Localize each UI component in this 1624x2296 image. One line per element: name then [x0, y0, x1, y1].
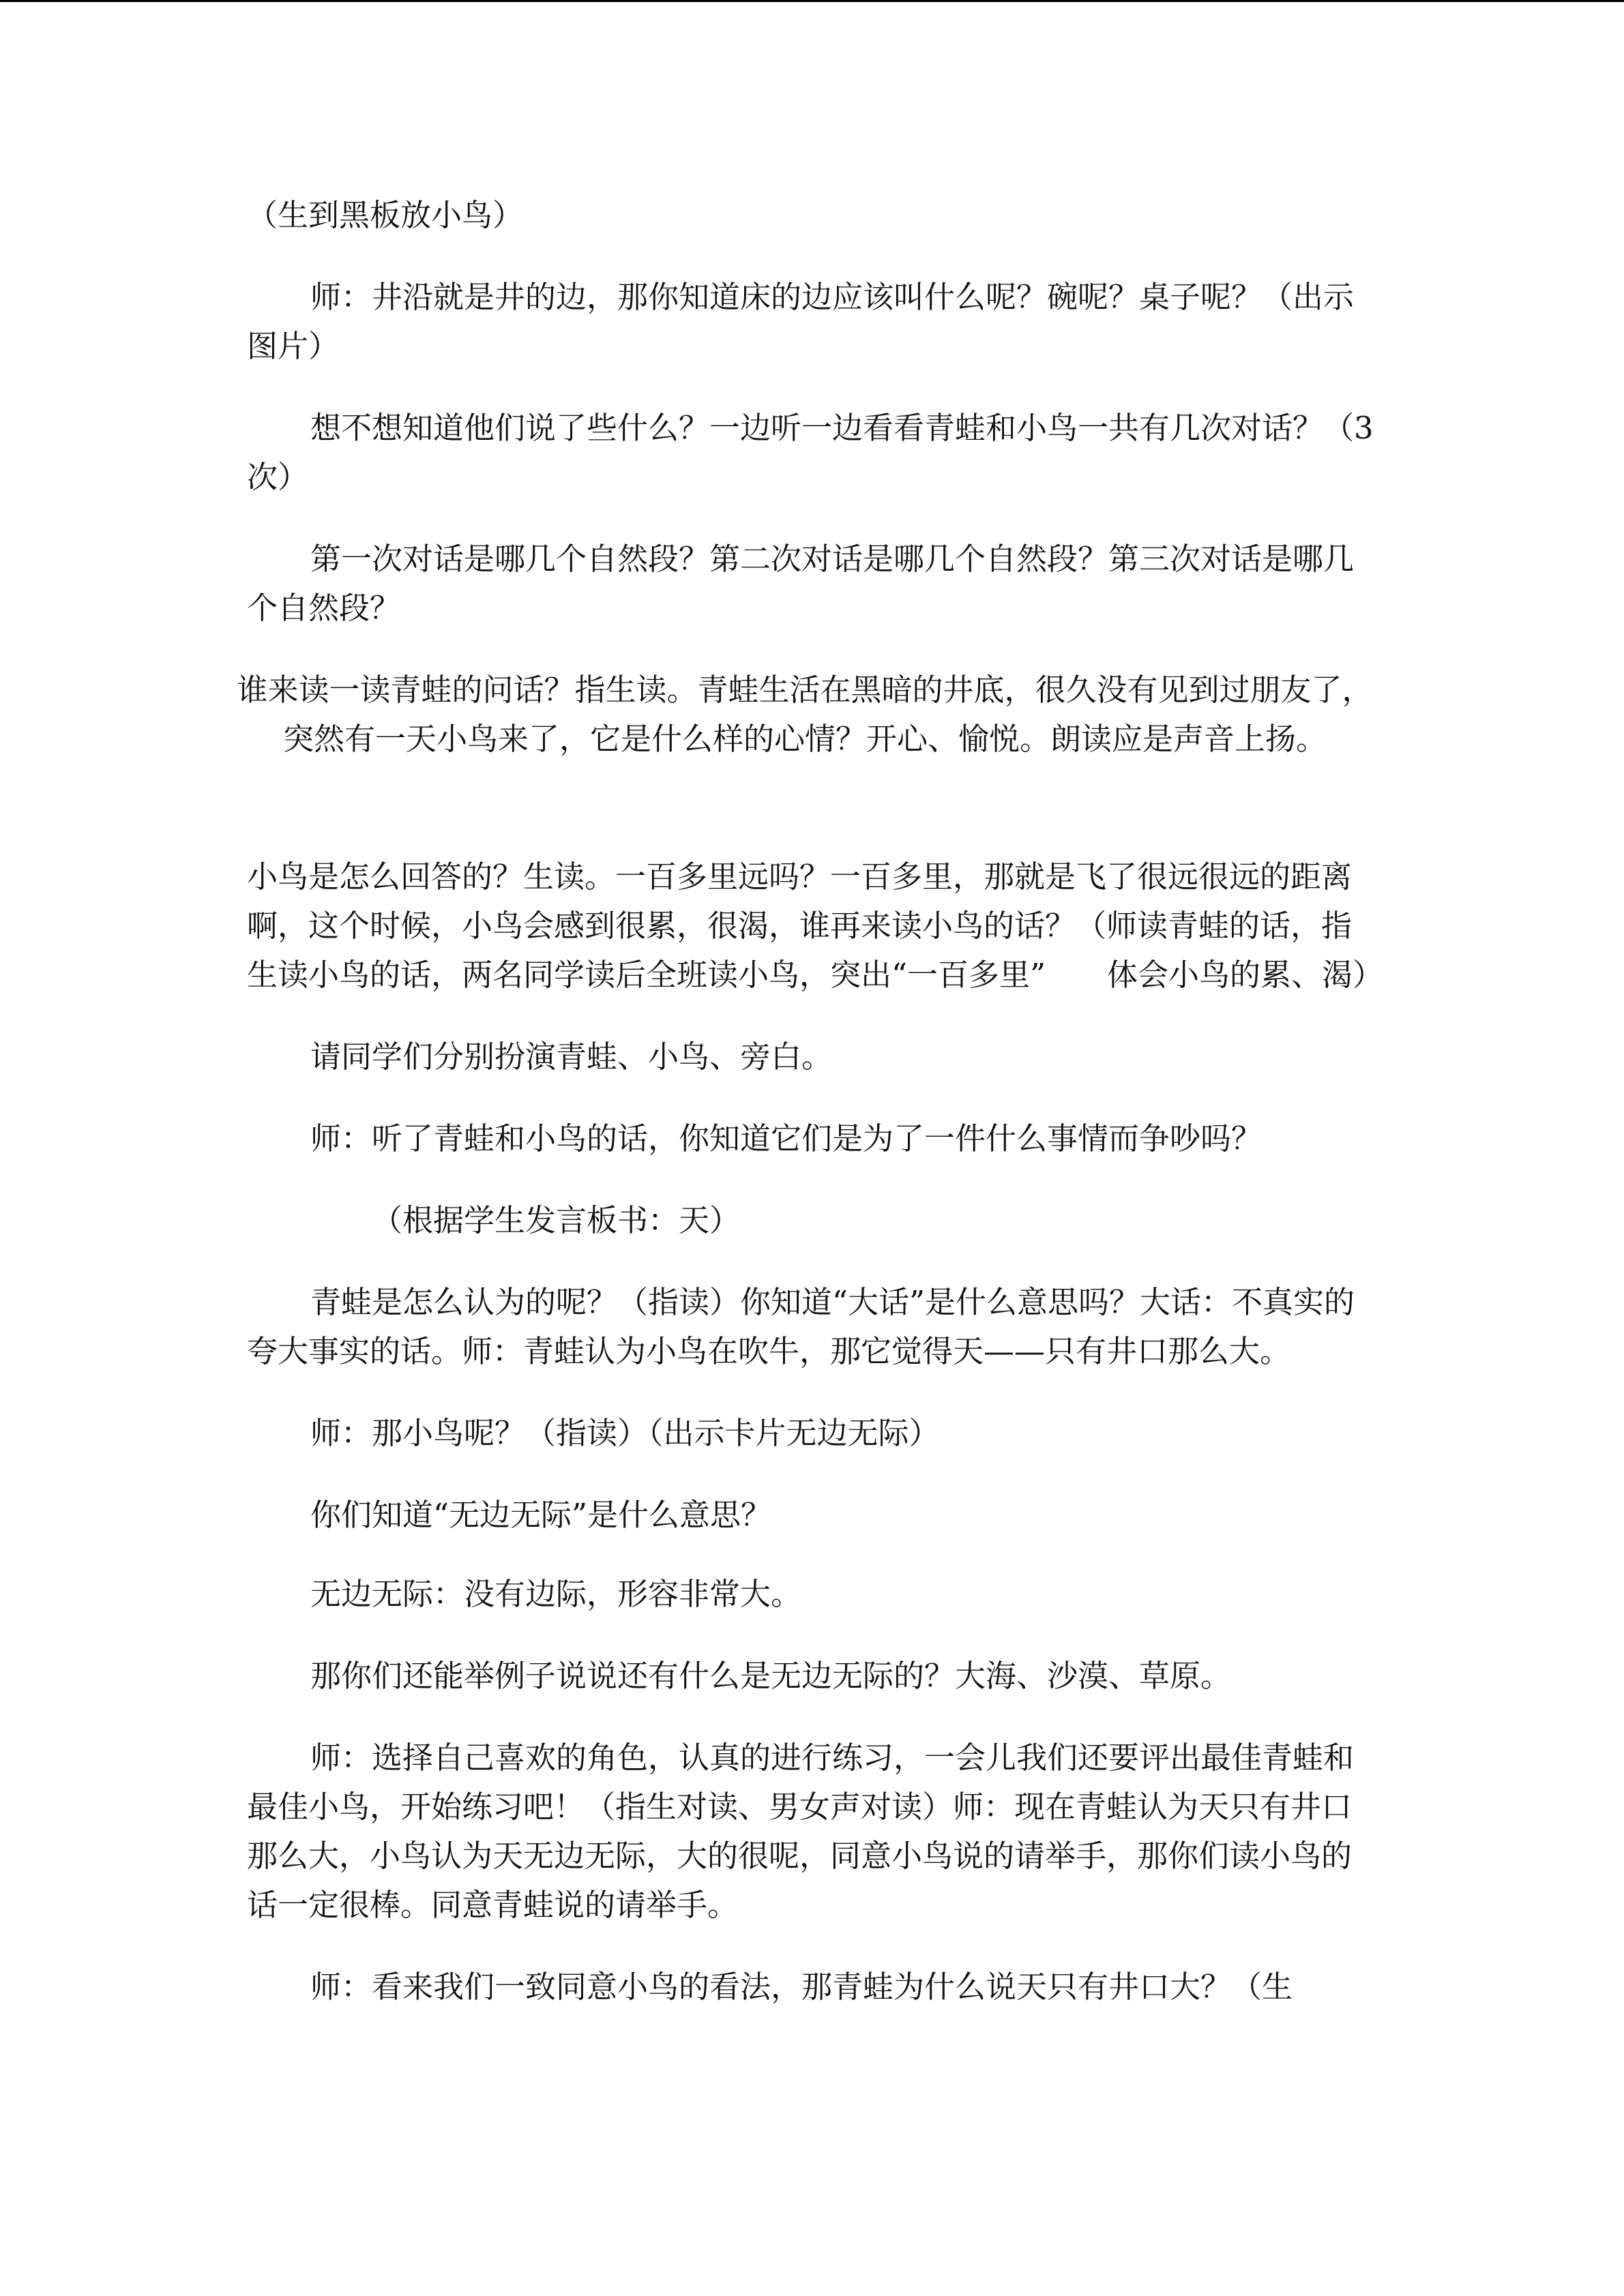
paragraph-9: （根据学生发言板书：天）	[372, 1202, 741, 1238]
paragraph-6: 小鸟是怎么回答的？生读。一百多里远吗？一百多里，那就是飞了很远很远的距离啊，这个时候，小鸟会感到很累，很渴，谁再来读小鸟的话？（师读青蛙的话，指生读小鸟的话，两名同学读后全班读小鸟，突出“一百多里” 体会小鸟的累、渴）	[247, 859, 1384, 993]
document-page	[237, 191, 1384, 2044]
paragraph-3: 想不想知道他们说了些什么？一边听一边看看青蛙和小鸟一共有几次对话？（3次）	[247, 410, 1374, 495]
paragraph-2: 师：井沿就是井的边，那你知道床的边应该叫什么呢？碗呢？桌子呢？（出示图片）	[247, 279, 1355, 364]
paragraph-8: 师：听了青蛙和小鸟的话，你知道它们是为了一件什么事情而争吵吗？	[310, 1120, 1263, 1157]
paragraph-1: （生到黑板放小鸟）	[247, 197, 524, 233]
paragraph-16: 师：看来我们一致同意小鸟的看法，那青蛙为什么说天只有井口大？（生	[310, 1969, 1293, 2005]
page-top-border	[0, 0, 1624, 2]
paragraph-11: 师：那小鸟呢？（指读）（出示卡片无边无际）	[310, 1415, 940, 1451]
paragraph-10: 青蛙是怎么认为的呢？（指读）你知道“大话”是什么意思吗？大话：不真实的夸大事实的话。师：青蛙认为小鸟在吹牛，那它觉得天——只有井口那么大。	[247, 1284, 1355, 1369]
paragraph-7: 请同学们分别扮演青蛙、小鸟、旁白。	[310, 1039, 833, 1075]
paragraph-5: 谁来读一读青蛙的问话？指生读。青蛙生活在黑暗的井底，很久没有见到过朋友了，突然有一天小鸟来了，它是什么样的心情？开心、愉悦。朗读应是声音上扬。	[237, 672, 1373, 757]
paragraph-15: 师：选择自己喜欢的角色，认真的进行练习，一会儿我们还要评出最佳青蛙和最佳小鸟，开始练习吧！（指生对读、男女声对读）师：现在青蛙认为天只有井口那么大，小鸟认为天无边无际，大的很呢，同意小鸟说的请举手，那你们读小鸟的话一定很棒。同意青蛙说的请举手。	[247, 1740, 1355, 1923]
paragraph-4: 第一次对话是哪几个自然段？第二次对话是哪几个自然段？第三次对话是哪几个自然段？	[247, 541, 1355, 626]
paragraph-12: 你们知道“无边无际”是什么意思？	[310, 1497, 772, 1533]
paragraph-14: 那你们还能举例子说说还有什么是无边无际的？大海、沙漠、草原。	[310, 1658, 1232, 1694]
paragraph-13: 无边无际：没有边际，形容非常大。	[310, 1576, 802, 1612]
